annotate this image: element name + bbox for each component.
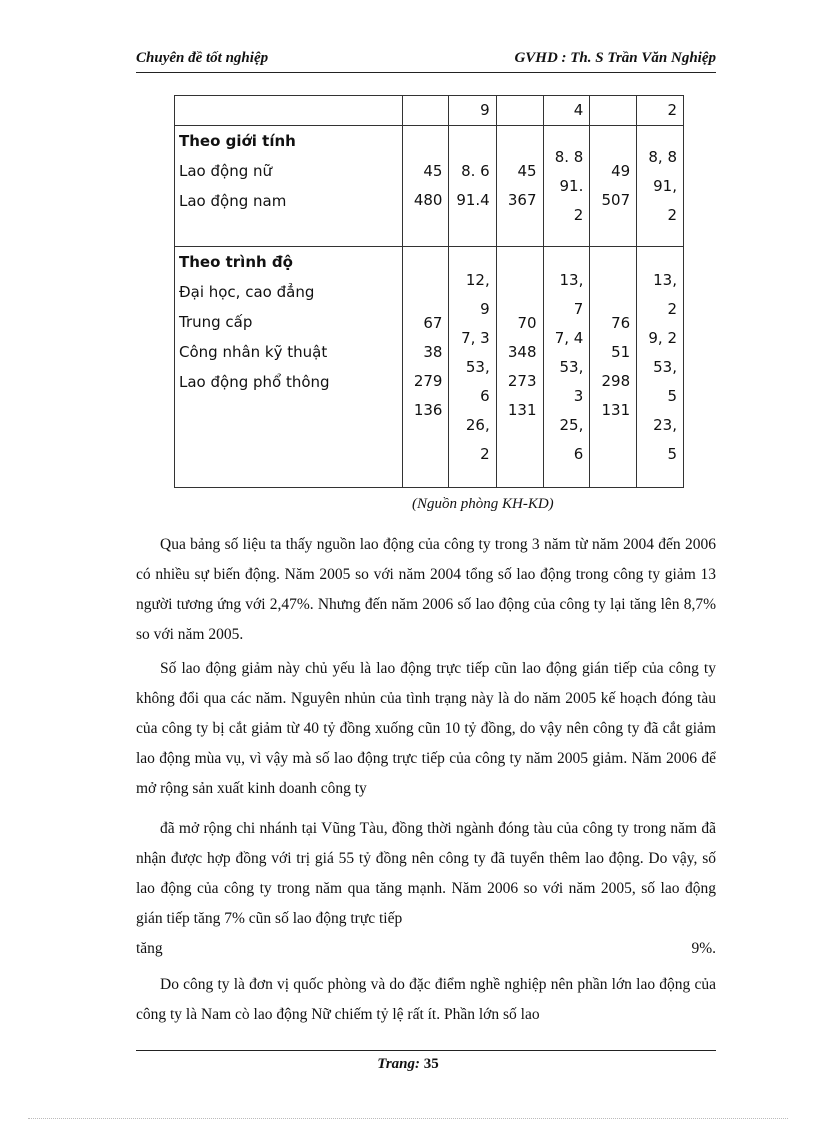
- table-cell: 13, 7 7, 4 53, 3 25, 6: [543, 247, 590, 488]
- table-cell: 12, 9 7, 3 53, 6 26, 2: [449, 247, 496, 488]
- item-label: Đại học, cao đẳng: [179, 283, 315, 301]
- table-cell: 76 51 298 131: [590, 247, 637, 488]
- footer-divider: [136, 1050, 716, 1051]
- page-number: 35: [423, 1056, 439, 1072]
- item-label: Lao động nam: [179, 192, 287, 210]
- table-cell: 9: [449, 96, 496, 126]
- item-label: Trung cấp: [179, 313, 253, 331]
- page-header: [136, 48, 716, 73]
- row-label-education: [175, 247, 403, 488]
- item-label: Lao động phổ thông: [179, 373, 330, 391]
- table-row: [175, 126, 684, 247]
- paragraph-4: Do công ty là đơn vị quốc phòng và do đặc điểm nghề nghiệp nên phần lớn lao động của công ty là Nam cò lao động Nữ chiếm tỷ lệ rất ít. Phần lớn số lao: [136, 976, 716, 1023]
- paragraph-3-tail: tăng 9%.: [136, 940, 716, 957]
- page-footer: [0, 1056, 816, 1073]
- section-title: Theo trình độ: [179, 253, 293, 271]
- document-title: Chuyên đề tốt nghiệp: [136, 50, 269, 66]
- table-cell: 70 348 273 131: [496, 247, 543, 488]
- section-title: Theo giới tính: [179, 132, 296, 150]
- table-cell: 8. 8 91. 2: [543, 126, 590, 247]
- table-cell: 4: [543, 96, 590, 126]
- item-label: Lao động nữ: [179, 162, 273, 180]
- table-cell: 8. 6 91.4: [449, 126, 496, 247]
- table-source: (Nguồn phòng KH-KD): [412, 496, 554, 512]
- table-cell: 2: [637, 96, 684, 126]
- table-cell: 8, 8 91, 2: [637, 126, 684, 247]
- table-row: [175, 96, 684, 126]
- labor-table: [174, 95, 684, 488]
- paragraph-3: đã mở rộng chi nhánh tại Vũng Tàu, đồng thời ngành đóng tàu của công ty trong năm đã nhận được hợp đồng với trị giá 55 tỷ đồng nên công ty đã tuyển thêm lao động. Do vậy, số lao động của công ty trong năm qua tăng mạnh. Năm 2006 so với năm 2005, số lao động gián tiếp tăng 7% cũn số lao động trực tiếp tăng 9%.: [136, 814, 716, 964]
- supervisor-label: GVHD : Th. S Trần Văn Nghiệp: [514, 50, 716, 66]
- page-edge: [28, 1118, 788, 1119]
- paragraph-2: Số lao động giảm này chủ yếu là lao động trực tiếp cũn lao động gián tiếp của công ty không đổi qua các năm. Nguyên nhủn của tình trạng này là do năm 2005 kế hoạch đóng tàu của công ty bị cắt giảm từ 40 tỷ đồng xuống cũn 10 tỷ đồng, do vậy nên công ty đã cắt giảm lao động mùa vụ, vì vậy mà số lao động trực tiếp của công ty năm 2005 giảm. Năm 2006 để mở rộng sản xuất kinh doanh công ty: [136, 660, 716, 797]
- paragraph-1: Qua bảng số liệu ta thấy nguồn lao động của công ty trong 3 năm từ năm 2004 đến 2006 có nhiều sự biến động. Năm 2005 so với năm 2004 tổng số lao động trong công ty giảm 13 người tương ứng với 2,47%. Nhưng đến năm 2006 số lao động của công ty lại tăng lên 8,7% so với năm 2005.: [136, 536, 716, 643]
- table-cell: 45 367: [496, 126, 543, 247]
- table-cell: 13, 2 9, 2 53, 5 23, 5: [637, 247, 684, 488]
- page-label: Trang:: [377, 1056, 421, 1072]
- item-label: Công nhân kỹ thuật: [179, 343, 328, 361]
- table-row: [175, 247, 684, 488]
- table-cell: 49 507: [590, 126, 637, 247]
- row-label-gender: [175, 126, 403, 247]
- table-cell: 67 38 279 136: [402, 247, 449, 488]
- table-cell: 45 480: [402, 126, 449, 247]
